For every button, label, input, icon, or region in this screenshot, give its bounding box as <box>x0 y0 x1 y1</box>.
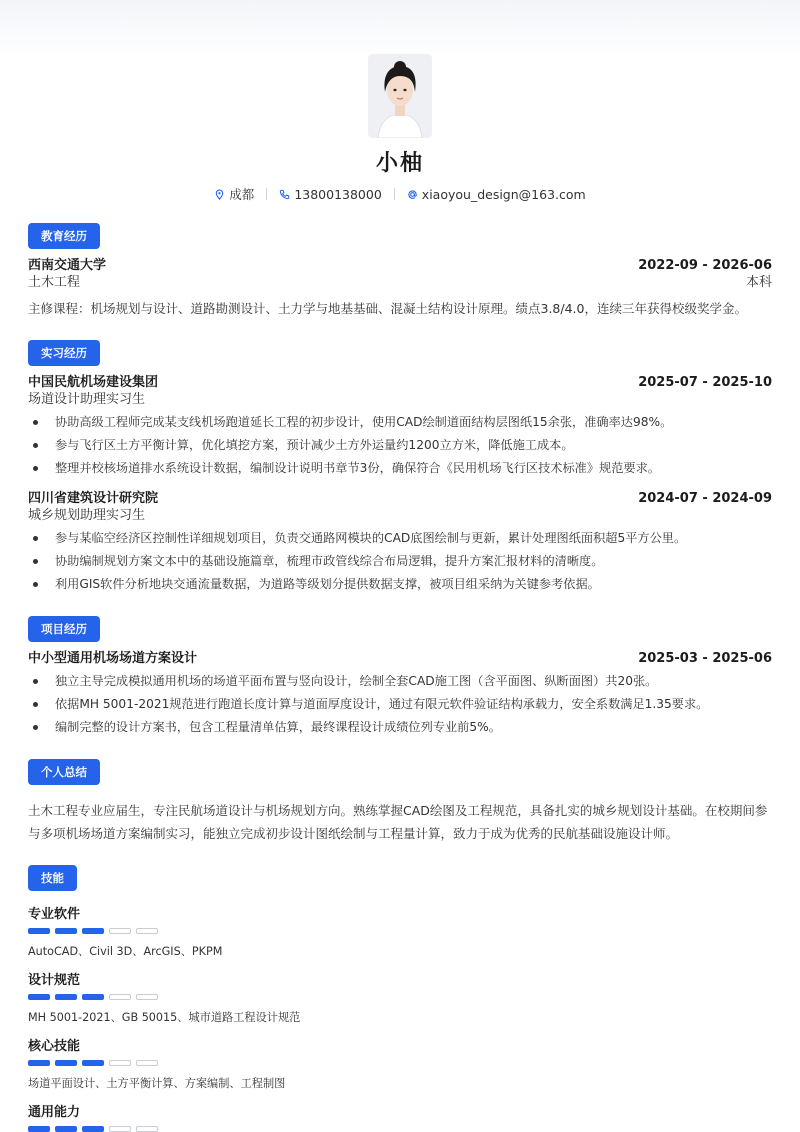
skill-level-segment-filled <box>28 1126 50 1132</box>
skill-title: 设计规范 <box>28 973 81 988</box>
bullet-item: 协助高级工程师完成某支线机场跑道延长工程的初步设计，使用CAD绘制道面结构层图纸15余张，准确率达98%。 <box>28 411 772 434</box>
bullet-item: 利用GIS软件分析地块交通流量数据，为道路等级划分提供数据支撑，被项目组采纳为关键参考依据。 <box>28 573 772 596</box>
project-heading-row <box>28 650 772 667</box>
skill-description: AutoCAD、Civil 3D、ArcGIS、PKPM <box>28 945 223 958</box>
profile-photo <box>368 54 432 138</box>
bullet-item: 独立主导完成模拟通用机场的场道平面布置与竖向设计，绘制全套CAD施工图（含平面图、纵断面图）共20张。 <box>28 670 772 693</box>
skill-level-segment-empty <box>136 928 158 934</box>
section-title-skills: 技能 <box>28 865 77 891</box>
skill-description: MH 5001-2021、GB 50015、城市道路工程设计规范 <box>28 1011 301 1024</box>
skill-block <box>28 969 772 1025</box>
skill-block <box>28 1101 772 1132</box>
skill-block <box>28 1035 772 1091</box>
skill-title: 通用能力 <box>28 1105 81 1120</box>
skill-level-segment-empty <box>109 1060 131 1066</box>
company-name: 四川省建筑设计研究院 <box>28 491 159 506</box>
project-entry <box>28 650 772 739</box>
internship-period: 2024-07 - 2024-09 <box>638 491 772 506</box>
skill-level-segment-empty <box>136 994 158 1000</box>
internship-heading-row <box>28 490 772 507</box>
section-title-internships: 实习经历 <box>28 340 100 366</box>
at-sign-icon <box>407 189 418 200</box>
skill-level-segment-filled <box>55 1060 77 1066</box>
project-bullets <box>28 670 772 739</box>
skill-level-segment-filled <box>82 994 104 1000</box>
degree: 本科 <box>745 275 772 290</box>
skill-level-segment-filled <box>28 928 50 934</box>
contact-bar <box>28 185 772 203</box>
location-text: 成都 <box>229 187 255 202</box>
bullet-item: 参与飞行区土方平衡计算，优化填挖方案，预计减少土方外运量约1200立方米，降低施工成本。 <box>28 434 772 457</box>
bullet-item: 依据MH 5001-2021规范进行跑道长度计算与道面厚度设计，通过有限元软件验证结构承载力，安全系数满足1.35要求。 <box>28 693 772 716</box>
resume-header <box>28 0 772 203</box>
skill-level-segment-empty <box>109 994 131 1000</box>
contact-location <box>214 185 254 203</box>
email-text: xiaoyou_design@163.com <box>421 186 586 202</box>
internship-entry <box>28 490 772 596</box>
summary-text: 土木工程专业应届生，专注民航场道设计与机场规划方向。熟练掌握CAD绘图及工程规范，具备扎实的城乡规划设计基础。在校期间参与多项机场场道方案编制实习，能独立完成初步设计图纸绘制与工程量计算，致力于成为优秀的民航基础设施设计师。 <box>28 803 768 841</box>
skill-title: 核心技能 <box>28 1039 81 1054</box>
contact-divider <box>394 188 395 200</box>
section-title-projects: 项目经历 <box>28 616 100 642</box>
internship-role: 城乡规划助理实习生 <box>28 508 146 523</box>
skill-level-bar <box>28 928 772 934</box>
internship-entry <box>28 374 772 480</box>
phone-icon <box>279 189 290 200</box>
skill-level-segment-empty <box>136 1126 158 1132</box>
internship-bullets <box>28 411 772 480</box>
internship-bullets <box>28 527 772 596</box>
section-title-summary: 个人总结 <box>28 759 100 785</box>
internship-period: 2025-07 - 2025-10 <box>638 375 772 390</box>
skill-level-segment-filled <box>28 1060 50 1066</box>
contact-phone <box>279 187 381 202</box>
internship-role: 场道设计助理实习生 <box>28 392 146 407</box>
education-description: 主修课程：机场规划与设计、道路勘测设计、土力学与地基基础、混凝土结构设计原理。绩点3.8/4.0，连续三年获得校级奖学金。 <box>28 301 747 316</box>
skill-level-segment-empty <box>109 1126 131 1132</box>
candidate-name: 小柚 <box>375 151 424 176</box>
skill-level-segment-empty <box>136 1060 158 1066</box>
school-name: 西南交通大学 <box>28 258 107 273</box>
location-pin-icon <box>214 189 225 200</box>
skill-level-segment-filled <box>55 994 77 1000</box>
skill-block <box>28 903 772 959</box>
project-name: 中小型通用机场场道方案设计 <box>28 651 198 666</box>
skill-level-segment-filled <box>55 928 77 934</box>
section-title-education: 教育经历 <box>28 223 100 249</box>
contact-divider <box>266 188 267 200</box>
skill-level-bar <box>28 994 772 1000</box>
bullet-item: 协助编制规划方案文本中的基础设施篇章，梳理市政管线综合布局逻辑，提升方案汇报材料的清晰度。 <box>28 550 772 573</box>
internship-heading-row <box>28 374 772 391</box>
skill-level-bar <box>28 1126 772 1132</box>
skill-level-bar <box>28 1060 772 1066</box>
major: 土木工程 <box>28 275 81 290</box>
bullet-item: 整理并校核场道排水系统设计数据，编制设计说明书章节3份，确保符合《民用机场飞行区技术标准》规范要求。 <box>28 457 772 480</box>
bullet-item: 编制完整的设计方案书，包含工程量清单估算，最终课程设计成绩位列专业前5%。 <box>28 716 772 739</box>
education-entry <box>28 257 772 320</box>
skill-level-segment-empty <box>109 928 131 934</box>
skill-title: 专业软件 <box>28 907 81 922</box>
skill-level-segment-filled <box>55 1126 77 1132</box>
education-heading-row <box>28 257 772 274</box>
contact-email <box>407 187 586 202</box>
skill-level-segment-filled <box>82 1126 104 1132</box>
skill-level-segment-filled <box>82 928 104 934</box>
skill-level-segment-filled <box>28 994 50 1000</box>
project-period: 2025-03 - 2025-06 <box>638 651 772 666</box>
phone-text: 13800138000 <box>294 186 382 202</box>
skill-level-segment-filled <box>82 1060 104 1066</box>
bullet-item: 参与某临空经济区控制性详细规划项目，负责交通路网模块的CAD底图绘制与更新，累计处理图纸面积超5平方公里。 <box>28 527 772 550</box>
skill-description: 场道平面设计、土方平衡计算、方案编制、工程制图 <box>28 1077 286 1090</box>
skills-list <box>28 903 772 1132</box>
company-name: 中国民航机场建设集团 <box>28 375 159 390</box>
education-sub-row <box>28 274 772 291</box>
education-period: 2022-09 - 2026-06 <box>638 258 772 273</box>
